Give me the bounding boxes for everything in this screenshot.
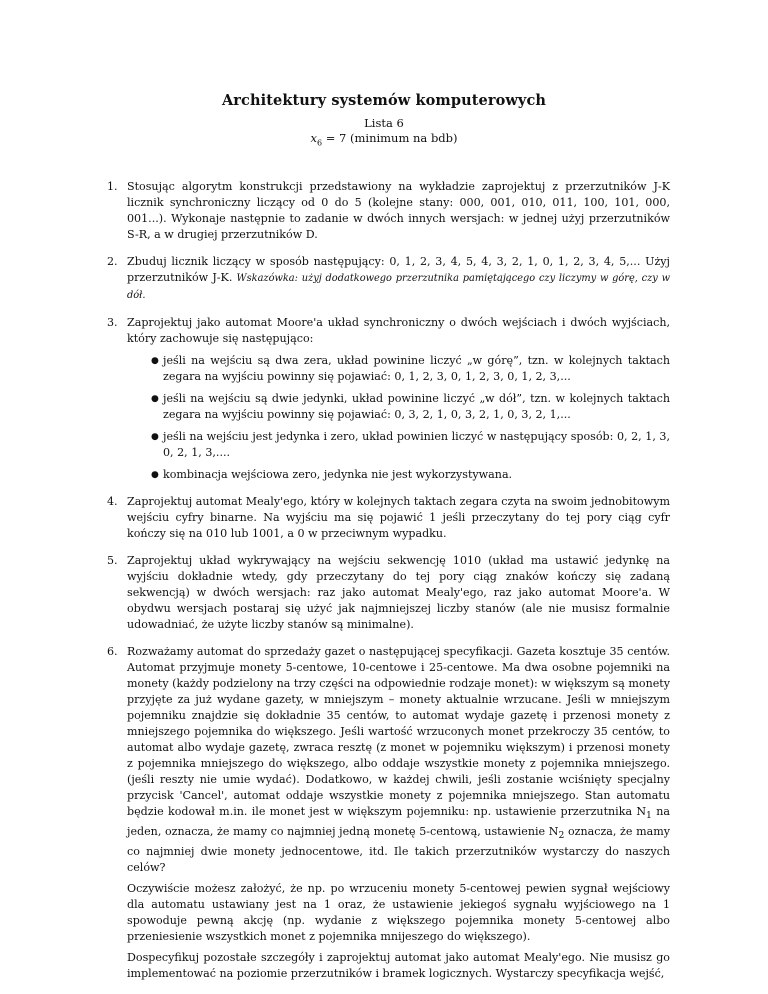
bullet-text: jeśli na wejściu są dwie jedynki, układ powinine liczyć „w dół”, tzn. w kolejnych taktach zegara na wyjściu powinny się pojawiać: 0, 3, 2, 1, 0, 3, 2, 1, 0, 3, 2, 1,... [163, 392, 670, 421]
problem-list [107, 179, 670, 993]
problem-number: 6. [107, 645, 118, 658]
bullet-text: jeśli na wejściu są dwa zera, układ powinine liczyć „w górę”, tzn. w kolejnych taktach zegara na wyjściu powinny się pojawiać: 0, 1, 2, 3, 0, 1, 2, 3, 0, 1, 2, 3,... [163, 354, 670, 383]
problem-text: Zaprojektuj automat Mealy'ego, który w kolejnych taktach zegara czyta na swoim jednobitowym wejściu cyfry binarne. Na wyjściu ma się pojawić 1 jeśli przeczytany do tej pory ciąg cyfr kończy się na 010 lub 1001, a 0 w przeciwnym wypadku. [127, 495, 670, 540]
bullet-item [151, 429, 670, 461]
problem-paragraph-3: Dospecyfikuj pozostałe szczegóły i zaprojektuj automat jako automat Mealy'ego. Nie musisz go implementować na poziomie przerzutników i bramek logicznych. Wystarczy specyfikacja wejść, [127, 951, 670, 981]
bullet-text: jeśli na wejściu jest jedynka i zero, układ powinien liczyć w następujący sposób: 0, 2, 1, 3, 0, 2, 1, 3,.... [163, 430, 670, 459]
problem-text-end: oznacza, że mamy co najmniej dwie monety jednocentowe, itd. Ile takich przerzutników wystarczy do naszych celów? [127, 825, 670, 875]
problem-paragraph-1 [127, 644, 670, 876]
problem-6 [107, 644, 670, 982]
problem-number: 5. [107, 554, 118, 567]
problem-paragraph-2: Oczywiście możesz założyć, że np. po wrzuceniu monety 5-centowej pewien sygnał wejściowy dla automatu ustawiany jest na 1 oraz, że ustawienie jekiegoś sygnału wyjściowego na 1 spowoduje pewną akcję (np. wydanie z większego pojemnika monety 5-centowej albo przeniesienie wszystkich monet z pojemnika mnijeszego do większego). [127, 882, 670, 944]
bullet-item [151, 467, 670, 483]
bullet-item [151, 353, 670, 385]
problem-number: 1. [107, 180, 118, 193]
bullet-icon: ● [151, 356, 159, 366]
problem-4 [107, 494, 670, 542]
bullet-list [127, 353, 670, 483]
problem-text: Stosując algorytm konstrukcji przedstawiony na wykładzie zaprojektuj z przerzutników J-K licznik synchroniczny liczący od 0 do 5 (kolejne stany: 000, 001, 010, 011, 100, 101, 000, 001...). Wykonaje następnie to zadanie w dwóch innych wersjach: w jednej użyj przerzutników S-R, a w drugiej przerzutników D. [127, 180, 670, 241]
problem-text: Rozważamy automat do sprzedaży gazet o następującej specyfikacji. Gazeta kosztuje 35 centów. Automat przyjmuje monety 5-centowe, 10-centowe i 25-centowe. Ma dwa osobne pojemniki na monety (każdy podzielony na trzy części na odpowiednie rodzaje monet): w większym są monety przyjęte za już wydane gazety, w mniejszym – monety aktualnie wrzucane. Jeśli w mniejszym pojemniku znajdzie się dokładnie 35 centów, to automat wydaje gazetę i przenosi monety z mniejszego pojemnika do większego. Jeśli wartość wrzuconych monet przekroczy 35 centów, to automat albo wydaje gazetę, zwraca resztę (z monet w pojemniku większym) i przenosi monety z pojemnika mniejszego do większego, albo oddaje wszystkie monety z pojemnika mniejszego. (jeśli reszty nie umie wydać). Dodatkowo, w każdej chwili, jeśli zostanie wciśnięty specjalny przycisk 'Cancel', automat oddaje wszystkie monety z pojemnika mniejszego. Stan automatu będzie kodował m.in. ile monet jest w większym pojemniku: np. ustawienie przerzutnika N [127, 645, 670, 818]
threshold-text: = 7 (minimum na bdb) [322, 131, 458, 145]
document-title: Architektury systemów komputerowych [221, 92, 547, 109]
n2-subscript: 2 [558, 830, 565, 842]
problem-number: 3. [107, 316, 118, 329]
problem-1 [107, 179, 670, 243]
problem-3 [107, 315, 670, 483]
bullet-text: kombinacja wejściowa zero, jedynka nie jest wykorzystywana. [163, 468, 513, 481]
bullet-icon: ● [151, 432, 159, 442]
bullet-item [151, 391, 670, 423]
problem-2 [107, 254, 670, 304]
list-number: Lista 6 [364, 116, 404, 130]
problem-5 [107, 553, 670, 633]
bullet-icon: ● [151, 394, 159, 404]
problem-paragraph [127, 254, 670, 304]
problem-text: Zaprojektuj układ wykrywający na wejściu sekwencję 1010 (układ ma ustawić jedynkę na wyjściu dokładnie wtedy, gdy przeczytany do tej pory ciąg znaków kończy się zadaną sekwencją) w dwóch wersjach: raz jako automat Mealy'ego, raz jako automat Moore'a. W obydwu wersjach postaraj się użyć jak najmniejszej liczby stanów (ale nie musisz formalnie udowadniać, że użyte liczby stanów są minimalne). [127, 554, 670, 631]
problem-text-cont: na jeden, oznacza, że mamy co najmniej jedną monetę 5-centową, ustawienie N [127, 805, 670, 839]
problem-text: Zbuduj licznik liczący w sposób następujący: 0, 1, 2, 3, 4, 5, 4, 3, 2, 1, 0, 1, 2, 3, 4, 5,... Użyj przerzutników J-K. [127, 255, 670, 284]
x-subscript: 6 [316, 138, 323, 148]
n1-subscript: 1 [646, 810, 652, 822]
problem-text: Zaprojektuj jako automat Moore'a układ synchroniczny o dwóch wejściach i dwóch wyjściach, który zachowuje się następująco: [127, 316, 670, 345]
bullet-icon: ● [151, 470, 159, 480]
problem-hint: Wskazówka: użyj dodatkowego przerzutnika pamiętającego czy liczymy w górę, czy w dół. [127, 273, 670, 301]
problem-number: 4. [107, 495, 118, 508]
x-variable: x [310, 131, 317, 145]
problem-number: 2. [107, 255, 118, 268]
minimum-threshold [0, 131, 768, 147]
